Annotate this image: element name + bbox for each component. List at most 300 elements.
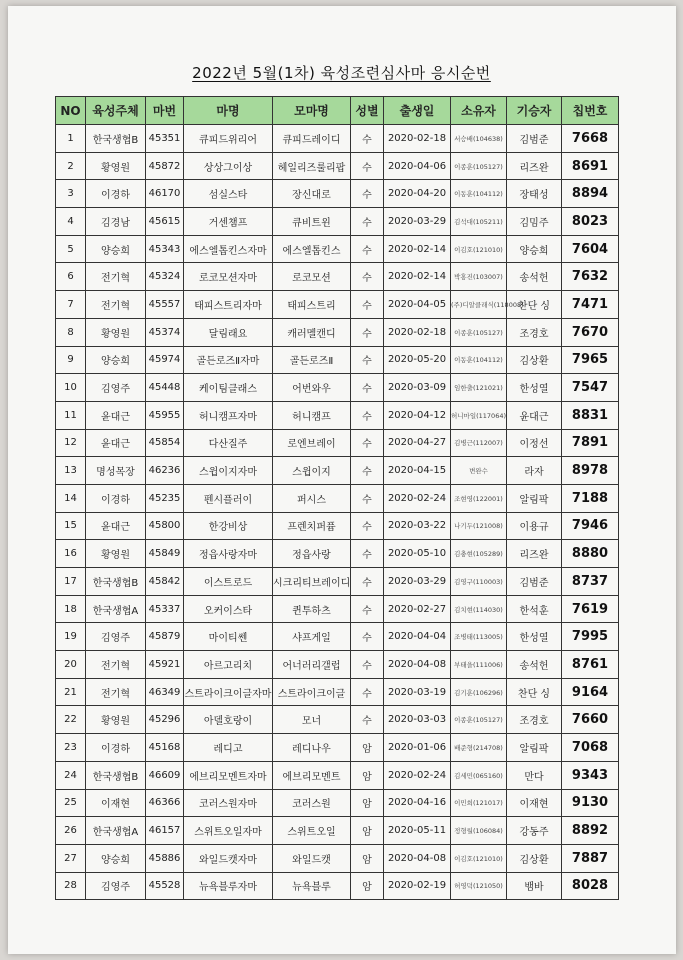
- table-row: [56, 180, 619, 208]
- cell-no: 18: [56, 595, 86, 623]
- cell-chip-number: 8761: [562, 651, 619, 679]
- cell-horse-number: 46157: [146, 817, 184, 845]
- cell-dam-name: 로코모션: [273, 263, 351, 291]
- header-birth-date: 출생일: [384, 97, 451, 125]
- cell-birth-date: 2020-03-03: [384, 706, 451, 734]
- cell-horse-name: 상상그이상: [184, 152, 273, 180]
- cell-trainer: 이재현: [86, 789, 146, 817]
- table-row: [56, 401, 619, 429]
- cell-horse-number: 46609: [146, 761, 184, 789]
- cell-rider: 조경호: [507, 706, 562, 734]
- cell-trainer: 전기혁: [86, 263, 146, 291]
- cell-no: 4: [56, 208, 86, 236]
- header-trainer: 육성주체: [86, 97, 146, 125]
- cell-horse-name: 달림래요: [184, 318, 273, 346]
- cell-trainer: 양승희: [86, 844, 146, 872]
- cell-trainer: 김영주: [86, 374, 146, 402]
- table-row: [56, 291, 619, 319]
- cell-owner: 박홍진(103007): [451, 263, 507, 291]
- cell-horse-name: 스위트오일자마: [184, 817, 273, 845]
- cell-sex: 수: [351, 595, 384, 623]
- cell-horse-name: 섬실스타: [184, 180, 273, 208]
- cell-chip-number: 8978: [562, 457, 619, 485]
- cell-birth-date: 2020-03-09: [384, 374, 451, 402]
- cell-no: 24: [56, 761, 86, 789]
- table-row: [56, 374, 619, 402]
- cell-dam-name: 퍼시스: [273, 484, 351, 512]
- cell-horse-name: 케이팀클래스: [184, 374, 273, 402]
- cell-chip-number: 8892: [562, 817, 619, 845]
- cell-horse-name: 로코모션자마: [184, 263, 273, 291]
- cell-owner: 이종훈(105127): [451, 318, 507, 346]
- cell-horse-number: 45955: [146, 401, 184, 429]
- cell-horse-name: 정읍사랑자마: [184, 540, 273, 568]
- cell-horse-number: 45235: [146, 484, 184, 512]
- cell-sex: 수: [351, 484, 384, 512]
- cell-no: 6: [56, 263, 86, 291]
- cell-sex: 암: [351, 734, 384, 762]
- cell-trainer: 전기혁: [86, 651, 146, 679]
- cell-rider: 한성열: [507, 623, 562, 651]
- cell-horse-name: 태피스트리자마: [184, 291, 273, 319]
- cell-chip-number: 7995: [562, 623, 619, 651]
- cell-owner: 조병태(113005): [451, 623, 507, 651]
- table-row: [56, 734, 619, 762]
- cell-owner: 조현영(122001): [451, 484, 507, 512]
- table-row: [56, 318, 619, 346]
- cell-chip-number: 8831: [562, 401, 619, 429]
- header-dam-name: 모마명: [273, 97, 351, 125]
- table-row: [56, 540, 619, 568]
- cell-owner: 변완수: [451, 457, 507, 485]
- cell-chip-number: 7946: [562, 512, 619, 540]
- cell-no: 5: [56, 235, 86, 263]
- table-row: [56, 706, 619, 734]
- cell-birth-date: 2020-04-12: [384, 401, 451, 429]
- cell-owner: 이민희(121017): [451, 789, 507, 817]
- cell-horse-name: 아르고리치: [184, 651, 273, 679]
- cell-birth-date: 2020-02-24: [384, 484, 451, 512]
- cell-dam-name: 스트라이크이글: [273, 678, 351, 706]
- cell-no: 28: [56, 872, 86, 900]
- cell-trainer: 김경남: [86, 208, 146, 236]
- cell-no: 2: [56, 152, 86, 180]
- cell-sex: 암: [351, 817, 384, 845]
- cell-horse-name: 한강비상: [184, 512, 273, 540]
- cell-horse-name: 코러스원자마: [184, 789, 273, 817]
- table-row: [56, 872, 619, 900]
- cell-birth-date: 2020-02-14: [384, 263, 451, 291]
- cell-chip-number: 7471: [562, 291, 619, 319]
- cell-rider: 이정선: [507, 429, 562, 457]
- cell-dam-name: 골든로즈Ⅱ: [273, 346, 351, 374]
- cell-horse-name: 다산질주: [184, 429, 273, 457]
- cell-birth-date: 2020-03-19: [384, 678, 451, 706]
- cell-horse-name: 골든로즈Ⅱ자마: [184, 346, 273, 374]
- cell-rider: 뱀바: [507, 872, 562, 900]
- cell-no: 16: [56, 540, 86, 568]
- table-row: [56, 484, 619, 512]
- cell-sex: 수: [351, 706, 384, 734]
- cell-sex: 수: [351, 457, 384, 485]
- cell-trainer: 윤대근: [86, 429, 146, 457]
- table-row: [56, 651, 619, 679]
- cell-trainer: 윤대근: [86, 401, 146, 429]
- cell-horse-number: 45337: [146, 595, 184, 623]
- cell-dam-name: 큐피드레이디: [273, 125, 351, 153]
- cell-horse-name: 에스엘톱킨스자마: [184, 235, 273, 263]
- cell-birth-date: 2020-04-27: [384, 429, 451, 457]
- cell-dam-name: 와일드캣: [273, 844, 351, 872]
- cell-no: 3: [56, 180, 86, 208]
- cell-trainer: 황영원: [86, 706, 146, 734]
- header-rider: 기승자: [507, 97, 562, 125]
- cell-no: 23: [56, 734, 86, 762]
- cell-chip-number: 9130: [562, 789, 619, 817]
- header-no: NO: [56, 97, 86, 125]
- cell-rider: 찬단 싱: [507, 291, 562, 319]
- table-row: [56, 152, 619, 180]
- cell-sex: 수: [351, 263, 384, 291]
- table-row: [56, 457, 619, 485]
- cell-birth-date: 2020-04-08: [384, 651, 451, 679]
- cell-dam-name: 시크리티브레이디: [273, 568, 351, 596]
- cell-sex: 수: [351, 152, 384, 180]
- cell-sex: 암: [351, 872, 384, 900]
- cell-dam-name: 에브리모멘트: [273, 761, 351, 789]
- cell-horse-number: 45854: [146, 429, 184, 457]
- cell-dam-name: 모너: [273, 706, 351, 734]
- header-horse-name: 마명: [184, 97, 273, 125]
- cell-horse-number: 45872: [146, 152, 184, 180]
- cell-horse-number: 45168: [146, 734, 184, 762]
- cell-birth-date: 2020-05-20: [384, 346, 451, 374]
- cell-horse-name: 에브리모멘트자마: [184, 761, 273, 789]
- cell-horse-number: 45343: [146, 235, 184, 263]
- table-row: [56, 678, 619, 706]
- header-owner: 소유자: [451, 97, 507, 125]
- cell-birth-date: 2020-04-05: [384, 291, 451, 319]
- cell-chip-number: 7188: [562, 484, 619, 512]
- cell-rider: 장태성: [507, 180, 562, 208]
- cell-sex: 암: [351, 844, 384, 872]
- cell-chip-number: 8894: [562, 180, 619, 208]
- cell-rider: 김상환: [507, 844, 562, 872]
- cell-birth-date: 2020-03-29: [384, 568, 451, 596]
- cell-horse-name: 큐피드위리어: [184, 125, 273, 153]
- cell-owner: 이김호(121010): [451, 844, 507, 872]
- cell-rider: 윤대근: [507, 401, 562, 429]
- cell-owner: 임한출(121021): [451, 374, 507, 402]
- cell-rider: 알림팍: [507, 484, 562, 512]
- cell-trainer: 황영원: [86, 540, 146, 568]
- cell-chip-number: 9164: [562, 678, 619, 706]
- cell-birth-date: 2020-01-06: [384, 734, 451, 762]
- cell-sex: 수: [351, 180, 384, 208]
- table-row: [56, 817, 619, 845]
- cell-horse-name: 레디고: [184, 734, 273, 762]
- cell-chip-number: 8880: [562, 540, 619, 568]
- cell-trainer: 이경하: [86, 180, 146, 208]
- cell-owner: 김치현(114030): [451, 595, 507, 623]
- cell-sex: 수: [351, 429, 384, 457]
- cell-chip-number: 8737: [562, 568, 619, 596]
- cell-no: 25: [56, 789, 86, 817]
- cell-horse-name: 마이티쎈: [184, 623, 273, 651]
- cell-horse-number: 46366: [146, 789, 184, 817]
- cell-no: 22: [56, 706, 86, 734]
- cell-dam-name: 큐비트윈: [273, 208, 351, 236]
- cell-rider: 리즈완: [507, 540, 562, 568]
- cell-rider: 양승희: [507, 235, 562, 263]
- cell-no: 14: [56, 484, 86, 512]
- cell-horse-number: 45324: [146, 263, 184, 291]
- cell-horse-name: 이스트로드: [184, 568, 273, 596]
- cell-dam-name: 로엔브레이: [273, 429, 351, 457]
- cell-horse-number: 45296: [146, 706, 184, 734]
- cell-rider: 이용규: [507, 512, 562, 540]
- cell-rider: 송석헌: [507, 651, 562, 679]
- cell-rider: 송석헌: [507, 263, 562, 291]
- cell-owner: 이종훈(105127): [451, 706, 507, 734]
- cell-dam-name: 장신대로: [273, 180, 351, 208]
- table-row: [56, 568, 619, 596]
- cell-trainer: 전기혁: [86, 678, 146, 706]
- cell-horse-number: 45974: [146, 346, 184, 374]
- cell-no: 13: [56, 457, 86, 485]
- cell-owner: 서승배(104638): [451, 125, 507, 153]
- cell-no: 19: [56, 623, 86, 651]
- cell-chip-number: 8028: [562, 872, 619, 900]
- table-row: [56, 346, 619, 374]
- table-row: [56, 512, 619, 540]
- table-row: [56, 235, 619, 263]
- cell-owner: 부태을(111006): [451, 651, 507, 679]
- cell-sex: 수: [351, 235, 384, 263]
- cell-dam-name: 샤프게일: [273, 623, 351, 651]
- cell-chip-number: 7660: [562, 706, 619, 734]
- cell-dam-name: 정읍사랑: [273, 540, 351, 568]
- cell-owner: (주)디알클래식(118008): [451, 291, 507, 319]
- cell-trainer: 황영원: [86, 152, 146, 180]
- entry-table: [55, 96, 619, 900]
- cell-trainer: 양승희: [86, 346, 146, 374]
- cell-owner: 허니마일(117064): [451, 401, 507, 429]
- cell-birth-date: 2020-02-18: [384, 318, 451, 346]
- cell-rider: 김범준: [507, 568, 562, 596]
- cell-chip-number: 7619: [562, 595, 619, 623]
- cell-rider: 강동주: [507, 817, 562, 845]
- cell-rider: 한석훈: [507, 595, 562, 623]
- cell-rider: 이재현: [507, 789, 562, 817]
- cell-sex: 수: [351, 678, 384, 706]
- cell-trainer: 한국생협B: [86, 125, 146, 153]
- cell-sex: 수: [351, 512, 384, 540]
- cell-birth-date: 2020-02-27: [384, 595, 451, 623]
- cell-sex: 수: [351, 318, 384, 346]
- cell-trainer: 황영원: [86, 318, 146, 346]
- cell-birth-date: 2020-02-19: [384, 872, 451, 900]
- table-row: [56, 208, 619, 236]
- cell-sex: 수: [351, 208, 384, 236]
- cell-horse-name: 오커이스타: [184, 595, 273, 623]
- cell-trainer: 윤대근: [86, 512, 146, 540]
- cell-owner: 배준형(214708): [451, 734, 507, 762]
- cell-birth-date: 2020-04-16: [384, 789, 451, 817]
- cell-birth-date: 2020-03-29: [384, 208, 451, 236]
- cell-dam-name: 스윕이지: [273, 457, 351, 485]
- cell-owner: 김영구(110003): [451, 568, 507, 596]
- cell-chip-number: 7887: [562, 844, 619, 872]
- cell-trainer: 김영주: [86, 623, 146, 651]
- cell-birth-date: 2020-02-14: [384, 235, 451, 263]
- cell-no: 27: [56, 844, 86, 872]
- cell-owner: 허영덕(121050): [451, 872, 507, 900]
- cell-horse-name: 스트라이크이글자마: [184, 678, 273, 706]
- cell-no: 1: [56, 125, 86, 153]
- cell-horse-number: 46236: [146, 457, 184, 485]
- page-title: 2022년 5월(1차) 육성조련심사마 응시순번: [192, 64, 491, 82]
- cell-rider: 만다: [507, 761, 562, 789]
- header-horse-number: 마번: [146, 97, 184, 125]
- cell-birth-date: 2020-04-20: [384, 180, 451, 208]
- cell-birth-date: 2020-04-06: [384, 152, 451, 180]
- cell-no: 12: [56, 429, 86, 457]
- cell-horse-number: 45528: [146, 872, 184, 900]
- cell-chip-number: 8023: [562, 208, 619, 236]
- cell-birth-date: 2020-05-11: [384, 817, 451, 845]
- cell-sex: 수: [351, 651, 384, 679]
- cell-birth-date: 2020-02-24: [384, 761, 451, 789]
- cell-rider: 김상환: [507, 346, 562, 374]
- cell-horse-number: 45615: [146, 208, 184, 236]
- cell-no: 15: [56, 512, 86, 540]
- cell-horse-name: 와일드캣자마: [184, 844, 273, 872]
- table-row: [56, 761, 619, 789]
- cell-dam-name: 퀸투하츠: [273, 595, 351, 623]
- cell-no: 11: [56, 401, 86, 429]
- cell-chip-number: 7670: [562, 318, 619, 346]
- cell-owner: 김세민(065160): [451, 761, 507, 789]
- cell-sex: 수: [351, 623, 384, 651]
- cell-owner: 김병근(112007): [451, 429, 507, 457]
- cell-dam-name: 어번와우: [273, 374, 351, 402]
- cell-rider: 조경호: [507, 318, 562, 346]
- cell-trainer: 한국생협B: [86, 568, 146, 596]
- cell-no: 9: [56, 346, 86, 374]
- table-row: [56, 623, 619, 651]
- cell-horse-number: 45351: [146, 125, 184, 153]
- header-chip-number: 칩번호: [562, 97, 619, 125]
- cell-horse-number: 45374: [146, 318, 184, 346]
- cell-owner: 이김호(121010): [451, 235, 507, 263]
- cell-chip-number: 7632: [562, 263, 619, 291]
- cell-chip-number: 7965: [562, 346, 619, 374]
- cell-dam-name: 스위트오일: [273, 817, 351, 845]
- cell-dam-name: 레디나우: [273, 734, 351, 762]
- cell-no: 17: [56, 568, 86, 596]
- cell-dam-name: 캐러멜캔디: [273, 318, 351, 346]
- cell-rider: 김밈주: [507, 208, 562, 236]
- cell-birth-date: 2020-02-18: [384, 125, 451, 153]
- cell-trainer: 명성목장: [86, 457, 146, 485]
- cell-trainer: 이경하: [86, 484, 146, 512]
- cell-sex: 수: [351, 374, 384, 402]
- cell-sex: 수: [351, 291, 384, 319]
- cell-dam-name: 코러스원: [273, 789, 351, 817]
- cell-horse-number: 45557: [146, 291, 184, 319]
- cell-horse-name: 허니캠프자마: [184, 401, 273, 429]
- cell-rider: 한성열: [507, 374, 562, 402]
- cell-chip-number: 7068: [562, 734, 619, 762]
- cell-rider: 알림팍: [507, 734, 562, 762]
- cell-chip-number: 7668: [562, 125, 619, 153]
- cell-trainer: 양승희: [86, 235, 146, 263]
- header-row: [56, 97, 619, 125]
- cell-sex: 수: [351, 125, 384, 153]
- cell-horse-name: 뉴욕블루자마: [184, 872, 273, 900]
- cell-no: 21: [56, 678, 86, 706]
- cell-sex: 수: [351, 568, 384, 596]
- cell-owner: 김충현(105289): [451, 540, 507, 568]
- header-sex: 성별: [351, 97, 384, 125]
- table-row: [56, 844, 619, 872]
- table-row: [56, 125, 619, 153]
- cell-no: 20: [56, 651, 86, 679]
- cell-chip-number: 8691: [562, 152, 619, 180]
- cell-trainer: 한국생협B: [86, 761, 146, 789]
- cell-owner: 나기두(121008): [451, 512, 507, 540]
- table-row: [56, 789, 619, 817]
- cell-chip-number: 7547: [562, 374, 619, 402]
- cell-birth-date: 2020-04-04: [384, 623, 451, 651]
- cell-chip-number: 7604: [562, 235, 619, 263]
- cell-dam-name: 허니캠프: [273, 401, 351, 429]
- cell-dam-name: 에스엘톱킨스: [273, 235, 351, 263]
- cell-rider: 라자: [507, 457, 562, 485]
- cell-no: 10: [56, 374, 86, 402]
- cell-horse-name: 거센챔프: [184, 208, 273, 236]
- cell-no: 26: [56, 817, 86, 845]
- cell-sex: 수: [351, 401, 384, 429]
- cell-birth-date: 2020-04-08: [384, 844, 451, 872]
- cell-sex: 수: [351, 540, 384, 568]
- cell-no: 8: [56, 318, 86, 346]
- cell-owner: 정형월(106084): [451, 817, 507, 845]
- cell-horse-number: 45849: [146, 540, 184, 568]
- cell-horse-name: 아델호랑이: [184, 706, 273, 734]
- cell-trainer: 이경하: [86, 734, 146, 762]
- cell-no: 7: [56, 291, 86, 319]
- cell-trainer: 한국생협A: [86, 817, 146, 845]
- cell-dam-name: 태피스트리: [273, 291, 351, 319]
- cell-owner: 이동훈(104112): [451, 180, 507, 208]
- table-row: [56, 595, 619, 623]
- cell-dam-name: 어너러리갤럽: [273, 651, 351, 679]
- cell-owner: 김석대(105211): [451, 208, 507, 236]
- cell-horse-number: 46170: [146, 180, 184, 208]
- cell-owner: 이종훈(105127): [451, 152, 507, 180]
- cell-horse-number: 45800: [146, 512, 184, 540]
- cell-birth-date: 2020-03-22: [384, 512, 451, 540]
- cell-horse-name: 펜시플러이: [184, 484, 273, 512]
- cell-birth-date: 2020-04-15: [384, 457, 451, 485]
- cell-rider: 리즈완: [507, 152, 562, 180]
- cell-horse-name: 스윕이지자마: [184, 457, 273, 485]
- cell-dam-name: 프렌치퍼퓸: [273, 512, 351, 540]
- cell-chip-number: 9343: [562, 761, 619, 789]
- cell-rider: 김범준: [507, 125, 562, 153]
